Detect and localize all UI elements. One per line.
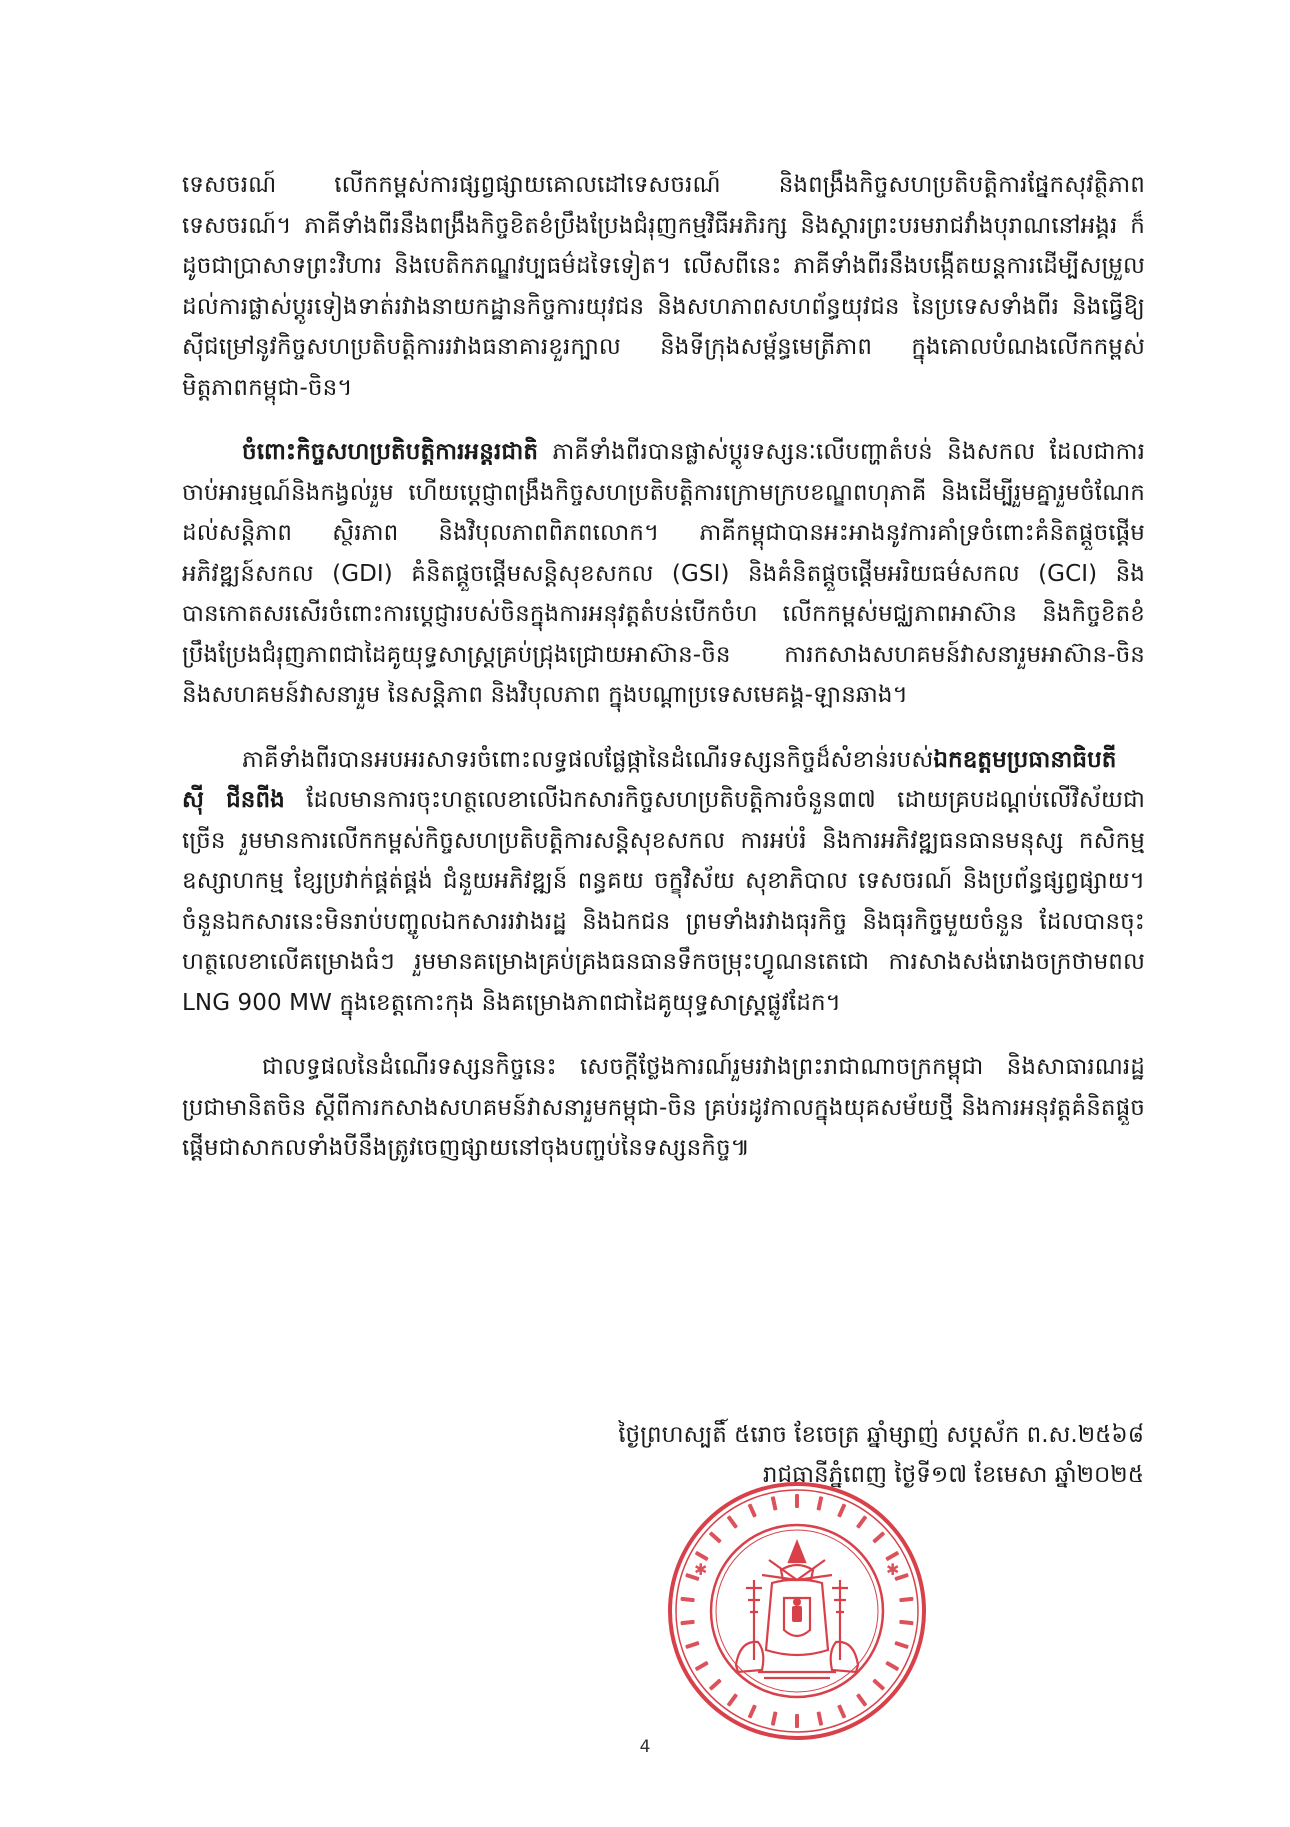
paragraph-international-cooperation xyxy=(182,432,1145,716)
official-seal-icon xyxy=(666,1480,928,1742)
section-heading-international: ចំពោះកិច្ចសហប្រតិបត្តិការអន្តរជាតិ xyxy=(242,439,539,465)
paragraph-visit-results xyxy=(182,740,1145,1024)
solar-date: រាជធានីភ្នំពេញ ថ្ងៃទី១៧ ខែមេសា ឆ្នាំ២០២៥ xyxy=(762,1462,1144,1488)
svg-text:✱: ✱ xyxy=(886,1560,900,1579)
svg-text:✱: ✱ xyxy=(694,1560,708,1579)
paragraph-visit-body: ដែលមានការចុះហត្ថលេខាលើឯកសារកិច្ចសហប្រតិបត្តិការចំនួន៣៧ ដោយគ្របដណ្តប់លើវិស័យជាច្រើន រួមមានការលើកកម្ពស់កិច្ចសហប្រតិបត្តិការសន្តិសុខសកល ការអប់រំ និងការអភិវឌ្ឍធនធានមនុស្ស កសិកម្ម ឧស្សាហកម្ម ខ្សែប្រវាក់ផ្គត់ផ្គង់ ជំនួយអភិវឌ្ឍន៍ ពន្ធគយ ចក្ខុវិស័យ សុខាភិបាល ទេសចរណ៍ និងប្រព័ន្ធផ្សព្វផ្សាយ។ ចំនួនឯកសារនេះមិនរាប់បញ្ចូលឯកសាររវាងរដ្ឋ និងឯកជន ព្រមទាំងរវាងធុរកិច្ច និងធុរកិច្ចមួយចំនួន ដែលបានចុះហត្ថលេខាលើគម្រោងធំៗ រួមមានគម្រោងគ្រប់គ្រងធនធានទឹកចម្រុះហ្វូណនតេជោ ការសាងសង់រោងចក្រថាមពល LNG 900 MW ក្នុងខេត្តកោះកុង និងគម្រោងភាពជាដៃគូយុទ្ធសាស្ត្រផ្លូវដែក។ xyxy=(182,787,1145,1016)
page-number: 4 xyxy=(639,1737,651,1757)
paragraph-tourism-culture: ទេសចរណ៍ លើកកម្ពស់ការផ្សព្វផ្សាយគោលដៅទេសចរណ៍ និងពង្រឹងកិច្ចសហប្រតិបត្តិការផ្នែកសុវត្ថិភាពទេសចរណ៍។ ភាគីទាំងពីរនឹងពង្រឹងកិច្ចខិតខំប្រឹងប្រែងជំរុញកម្មវិធីអភិរក្ស និងស្តារព្រះបរមរាជវាំងបុរាណនៅអង្គរ ក៏ដូចជាប្រាសាទព្រះវិហារ និងបេតិកភណ្ឌវប្បធម៌ដទៃទៀត។ លើសពីនេះ ភាគីទាំងពីរនឹងបង្កើតយន្តការដើម្បីសម្រួលដល់ការផ្លាស់ប្តូរទៀងទាត់រវាងនាយកដ្ឋានកិច្ចការយុវជន និងសហភាពសហព័ន្ធយុវជន នៃប្រទេសទាំងពីរ និងធ្វើឱ្យស៊ីជម្រៅនូវកិច្ចសហប្រតិបត្តិការរវាងធនាគារខួរក្បាល និងទីក្រុងសម្ព័ន្ធមេត្រីភាព ក្នុងគោលបំណងលើកកម្ពស់មិត្តភាពកម្ពុជា-ចិន។ xyxy=(182,172,1145,401)
paragraph-joint-statement: ជាលទ្ធផលនៃដំណើរទស្សនកិច្ចនេះ សេចក្តីថ្លែងការណ៍រួមរវាងព្រះរាជាណាចក្រកម្ពុជា និងសាធារណរដ្ឋប្រជាមានិតចិន ស្តីពីការកសាងសហគមន៍វាសនារួមកម្ពុជា-ចិន គ្រប់រដូវកាលក្នុងយុគសម័យថ្មី និងការអនុវត្តគំនិតផ្តួចផ្តើមជាសាកលទាំងបីនឹងត្រូវចេញផ្សាយនៅចុងបញ្ចប់នៃទស្សនកិច្ច៕ xyxy=(182,1054,1145,1161)
lunar-date: ថ្ងៃព្រហស្បតិ៍ ៥រោច ខែចេត្រ ឆ្នាំម្សាញ់ សប្តស័ក ព.ស.២៥៦៨ xyxy=(618,1422,1144,1448)
paragraph-international-body: ភាគីទាំងពីរបានផ្លាស់ប្តូរទស្សនៈលើបញ្ហាតំបន់ និងសកល ដែលជាការចាប់អារម្មណ៍និងកង្វល់រួម ហើយប្តេជ្ញាពង្រឹងកិច្ចសហប្រតិបត្តិការក្រោមក្របខណ្ឌពហុភាគី និងដើម្បីរួមគ្នារួមចំណែកដល់សន្តិភាព ស្ថិរភាព និងវិបុលភាពពិភពលោក។ ភាគីកម្ពុជាបានអះអាងនូវការគាំទ្រចំពោះគំនិតផ្តួចផ្តើមអភិវឌ្ឍន៍សកល (GDI) គំនិតផ្តួចផ្តើមសន្តិសុខសកល (GSI) និងគំនិតផ្តួចផ្តើមអរិយធម៌សកល (GCI) និងបានកោតសរសើរចំពោះការប្តេជ្ញារបស់ចិនក្នុងការអនុវត្តតំបន់បើកចំហ លើកកម្ពស់មជ្ឈភាពអាស៊ាន និងកិច្ចខិតខំប្រឹងប្រែងជំរុញភាពជាដៃគូយុទ្ធសាស្ត្រគ្រប់ជ្រុងជ្រោយអាស៊ាន-ចិន ការកសាងសហគមន៍វាសនារួមអាស៊ាន-ចិន និងសហគមន៍វាសនារួម នៃសន្តិភាព និងវិបុលភាព ក្នុងបណ្តាប្រទេសមេគង្គ-ឡានឆាង។ xyxy=(182,439,1145,708)
document-body xyxy=(182,165,1145,1193)
president-name: ឯកឧត្តមប្រធានាធិបតី ស៊ី ជីនពីង xyxy=(182,746,1117,813)
paragraph-visit-intro: ភាគីទាំងពីរបានអបអរសាទរចំពោះលទ្ធផលផ្លែផ្កានៃដំណើរទស្សនកិច្ចដ៏សំខាន់របស់ xyxy=(242,746,934,773)
